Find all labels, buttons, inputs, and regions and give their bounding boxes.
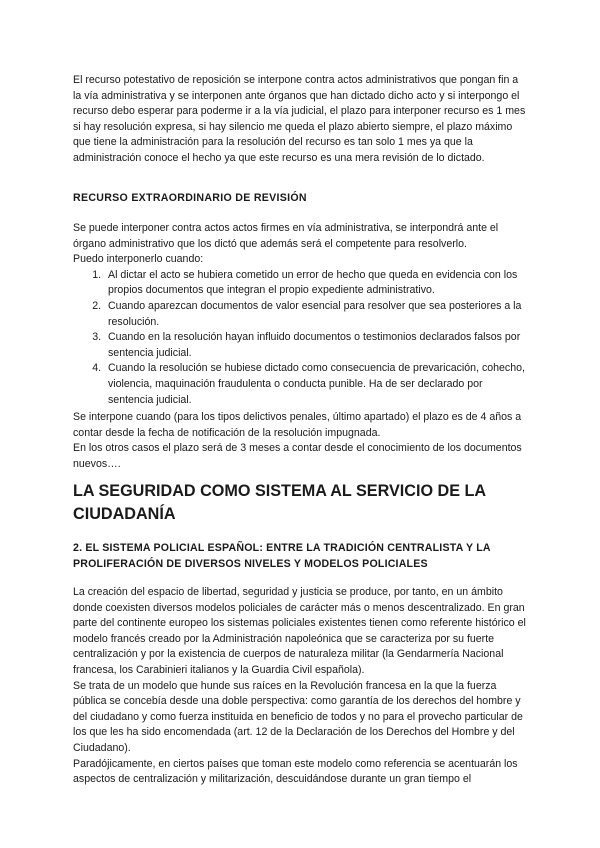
list-item: 3. Cuando en la resolución hayan influido documentos o testimonios declarados falsos por sentencia judicial. [104, 330, 529, 361]
section-heading-revision: RECURSO EXTRAORDINARIO DE REVISIÓN [73, 192, 307, 204]
paragraph-text: Se puede interponer contra actos actos firmes en vía administrativa, se interpondrá ante el órgano administrativo que los dictó que además será el competente para resolverlo. [73, 222, 499, 250]
paragraph-text: Paradójicamente, en ciertos países que toman este modelo como referencia se acentuarán los aspectos de centralización y militarización, descuidándose durante un gran tiempo el [73, 757, 518, 786]
paragraph-text: En los otros casos el plazo será de 3 meses a contar desde el conocimiento de los documentos nuevos…. [73, 442, 522, 470]
paragraph-sistema-policial [73, 585, 529, 788]
paragraph-revision [73, 221, 529, 408]
paragraph-text: El recurso potestativo de reposición se interpone contra actos administrativos que pongan fin a la vía administrativa y se interponen ante órganos que han dictado dicho acto y si interpongo el recurso debo esperar para poderme ir a la vía judicial, el plazo para interponer recurso es 1 mes si hay resolución expresa, si hay silencio me queda el plazo abierto siempre, el plazo máximo que tiene la administración para la resolución del recurso es tan solo 1 mes ya que la administración conoce el hecho ya que este recurso es una mera revisión de lo dictado. [73, 74, 526, 164]
paragraph-reposicion [73, 73, 529, 167]
list-item: 4. Cuando la resolución se hubiese dictado como consecuencia de prevaricación, cohecho, violencia, maquinación fraudulenta o conducta punible. Ha de ser declarado por sentencia judicial. [104, 361, 529, 408]
paragraph-text: Puedo interponerlo cuando: [73, 253, 204, 266]
paragraph-text: Se interpone cuando (para los tipos delictivos penales, último apartado) el plazo es de 4 años a contar desde la fecha de notificación de la resolución impugnada. [73, 411, 522, 439]
paragraph-plazos [73, 410, 529, 472]
list-item: 1. Al dictar el acto se hubiera cometido un error de hecho que queda en evidencia con los propios documentos que integran el propio expediente administrativo. [104, 268, 529, 299]
paragraph-text: Se trata de un modelo que hunde sus raíces en la Revolución francesa en la que la fuerza pública se concebía desde una doble perspectiva: como garantía de los derechos del hombre y del ciudadano y como fuerza instituida en beneficio de todos y no para el provecho particular de los que les ha sido encomendada (art. 12 de la Declaración de los Derechos del Hombre y del Ciudadano). [73, 679, 523, 754]
chapter-title: LA SEGURIDAD COMO SISTEMA AL SERVICIO DE LA CIUDADANÍA [73, 482, 486, 523]
section-heading-sistema-policial: 2. EL SISTEMA POLICIAL ESPAÑOL: ENTRE LA TRADICIÓN CENTRALISTA Y LA PROLIFERACIÓN DE DIVERSOS NIVELES Y MODELOS POLICIALES [73, 542, 491, 570]
numbered-list [73, 268, 529, 408]
list-item: 2. Cuando aparezcan documentos de valor esencial para resolver que sea posteriores a la resolución. [104, 299, 529, 330]
paragraph-text: La creación del espacio de libertad, seguridad y justicia se produce, por tanto, en un ámbito donde coexisten diversos modelos policiales de carácter más o menos descentralizado. En gran parte del continente europeo los sistemas policiales existentes tienen como referente histórico el modelo francés creado por la Administración napoleónica que se caracteriza por su fuerte centralización y por la existencia de cuerpos de naturaleza militar (la Gendarmería Nacional francesa, los Carabinieri italianos y la Guardia Civil española). [73, 586, 526, 676]
